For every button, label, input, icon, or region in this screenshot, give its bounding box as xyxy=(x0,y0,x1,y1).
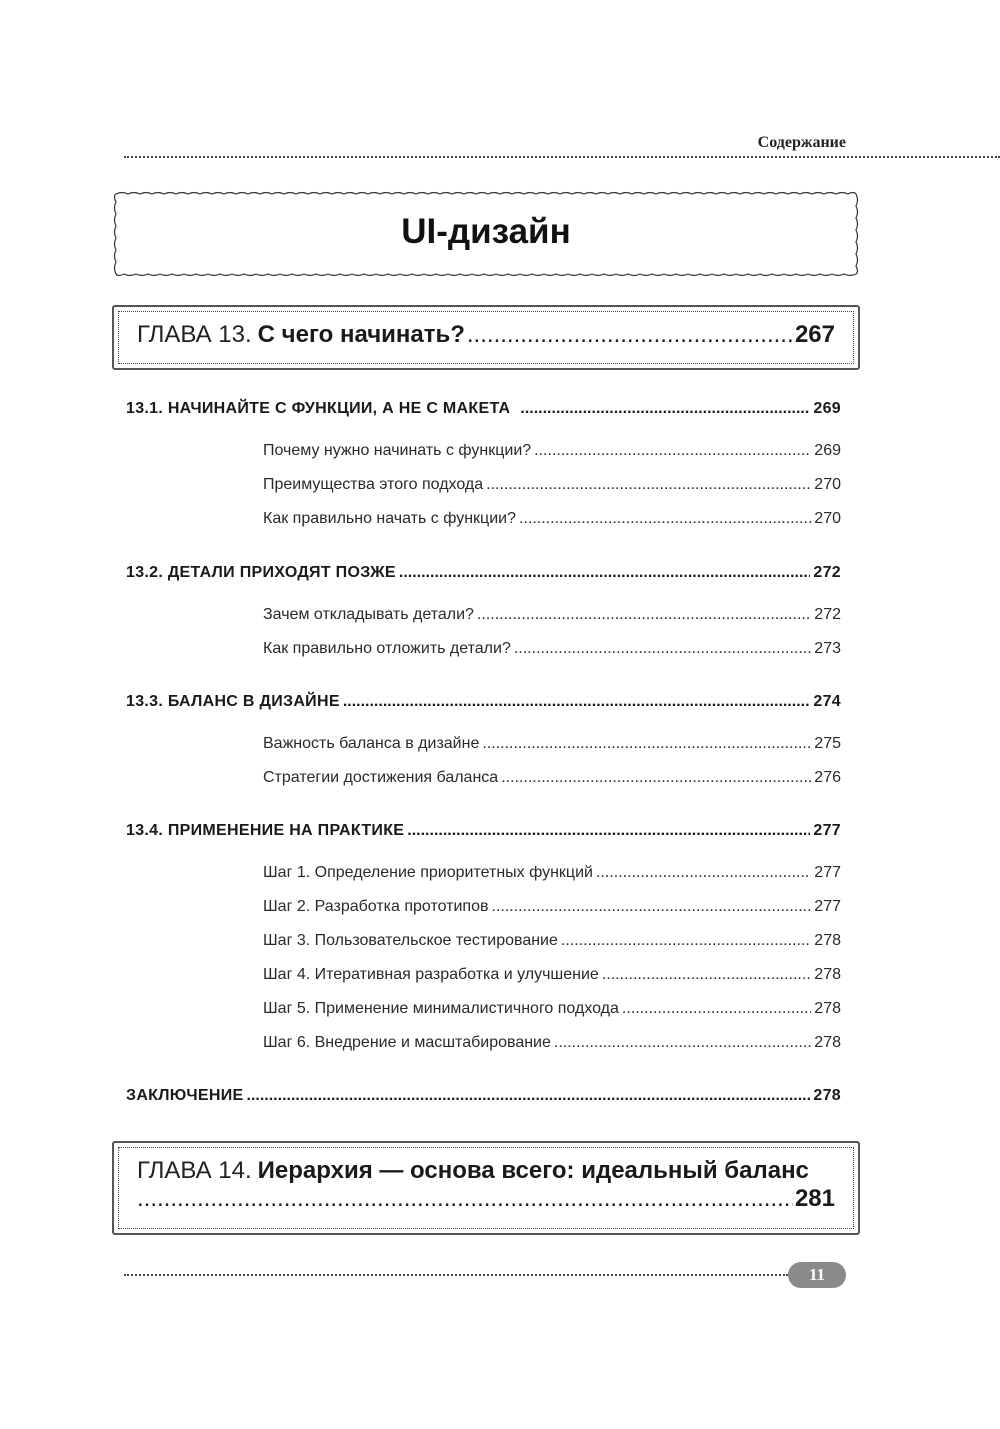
footer-divider xyxy=(124,1274,788,1276)
toc-entry-text: Шаг 4. Итеративная разработка и улучшение xyxy=(263,966,599,983)
toc-entry-text: ЗАКЛЮЧЕНИЕ xyxy=(126,1087,244,1104)
toc-entry-page: 269 xyxy=(813,400,841,417)
toc-entry-text: Шаг 3. Пользовательское тестирование xyxy=(263,932,558,949)
toc-entry-page: 276 xyxy=(814,769,841,786)
toc-item[interactable] xyxy=(263,769,841,787)
dot-leader xyxy=(482,735,811,753)
toc-section-13-4[interactable] xyxy=(126,822,841,840)
toc-entry-page: 277 xyxy=(814,864,841,881)
dot-leader xyxy=(519,510,811,528)
dot-leader xyxy=(137,1185,793,1213)
toc-item[interactable] xyxy=(263,932,841,950)
toc-entry-text: Шаг 5. Применение минималистичного подхода xyxy=(263,1000,619,1017)
toc-item[interactable] xyxy=(263,510,841,528)
toc-section-13-1[interactable] xyxy=(126,400,841,418)
toc-item[interactable] xyxy=(263,1034,841,1052)
toc-item[interactable] xyxy=(263,898,841,916)
toc-item[interactable] xyxy=(263,442,841,460)
dot-leader xyxy=(561,932,811,950)
toc-entry-text: Как правильно начать с функции? xyxy=(263,510,516,527)
chapter-14-box[interactable] xyxy=(112,1141,860,1235)
chapter-13-line xyxy=(137,321,835,349)
toc-entry-page: 274 xyxy=(813,693,841,710)
dot-leader xyxy=(534,442,811,460)
toc-entry-text: Стратегии достижения баланса xyxy=(263,769,499,786)
toc-entry-text: 13.4. ПРИМЕНЕНИЕ НА ПРАКТИКЕ xyxy=(126,822,405,839)
toc-entry-page: 278 xyxy=(814,1034,841,1051)
chapter-13-box[interactable] xyxy=(112,305,860,370)
dot-leader xyxy=(477,606,811,624)
chapter-14-line-2 xyxy=(137,1185,835,1213)
dot-leader xyxy=(554,1034,811,1052)
chapter-title: С чего начинать? xyxy=(257,321,465,348)
toc-entry-page: 273 xyxy=(814,640,841,657)
dot-leader xyxy=(247,1087,811,1105)
chapter-14-line-1 xyxy=(137,1157,835,1185)
toc-item[interactable] xyxy=(263,640,841,658)
toc-entry-text: 13.1. НАЧИНАЙТЕ С ФУНКЦИИ, А НЕ С МАКЕТА xyxy=(126,400,511,417)
toc-entry-text: 13.3. БАЛАНС В ДИЗАЙНЕ xyxy=(126,693,340,710)
toc-entry-text: 13.2. ДЕТАЛИ ПРИХОДЯТ ПОЗЖЕ xyxy=(126,564,396,581)
dot-leader xyxy=(596,864,811,882)
toc-entry-text: Зачем откладывать детали? xyxy=(263,606,474,623)
toc-entry-page: 275 xyxy=(814,735,841,752)
chapter-title: Иерархия — основа всего: идеальный баланс xyxy=(257,1157,809,1184)
toc-item[interactable] xyxy=(263,735,841,753)
chapter-label: ГЛАВА 14. xyxy=(137,1157,252,1184)
toc-entry-page: 278 xyxy=(813,1087,841,1104)
toc-entry-page: 277 xyxy=(814,898,841,915)
toc-entry-text: Почему нужно начинать с функции? xyxy=(263,442,532,459)
dot-leader xyxy=(486,476,811,494)
chapter-label: ГЛАВА 13. xyxy=(137,321,252,348)
dot-leader xyxy=(343,693,811,711)
toc-entry-text: Шаг 2. Разработка прототипов xyxy=(263,898,489,915)
toc-entry-page: 269 xyxy=(814,442,841,459)
toc-section-conclusion[interactable] xyxy=(126,1087,841,1105)
toc-entry-page: 270 xyxy=(814,476,841,493)
toc-section-13-2[interactable] xyxy=(126,564,841,582)
dot-leader xyxy=(602,966,811,984)
toc-item[interactable] xyxy=(263,864,841,882)
page-number: 11 xyxy=(788,1262,846,1288)
part-title-frame xyxy=(112,190,860,278)
toc-item[interactable] xyxy=(263,966,841,984)
toc-entry-text: Шаг 6. Внедрение и масштабирование xyxy=(263,1034,551,1051)
chapter-page: 267 xyxy=(794,321,835,348)
dot-leader xyxy=(501,769,811,787)
toc-item[interactable] xyxy=(263,1000,841,1018)
dot-leader xyxy=(399,564,811,582)
toc-entry-page: 278 xyxy=(814,966,841,983)
toc-entry-page: 278 xyxy=(814,1000,841,1017)
toc-entry-text: Шаг 1. Определение приоритетных функций xyxy=(263,864,593,881)
toc-entry-text: Важность баланса в дизайне xyxy=(263,735,480,752)
toc-entry-page: 272 xyxy=(813,564,841,581)
dot-leader xyxy=(407,822,810,840)
toc-entry-text: Преимущества этого подхода xyxy=(263,476,484,493)
part-title: UI-дизайн xyxy=(401,212,571,251)
toc-section-13-3[interactable] xyxy=(126,693,841,711)
toc-entry-text: Как правильно отложить детали? xyxy=(263,640,511,657)
chapter-page: 281 xyxy=(794,1185,835,1212)
toc-item[interactable] xyxy=(263,606,841,624)
toc-entry-page: 272 xyxy=(814,606,841,623)
toc-entry-page: 277 xyxy=(813,822,841,839)
toc-item[interactable] xyxy=(263,476,841,494)
toc-entry-page: 278 xyxy=(814,932,841,949)
dot-leader xyxy=(622,1000,811,1018)
dot-leader xyxy=(514,640,811,658)
dot-leader xyxy=(492,898,812,916)
header-divider xyxy=(124,156,1000,158)
dot-leader xyxy=(467,321,793,349)
running-header: Содержание xyxy=(757,134,846,151)
dot-leader xyxy=(520,400,810,418)
toc-entry-page: 270 xyxy=(814,510,841,527)
